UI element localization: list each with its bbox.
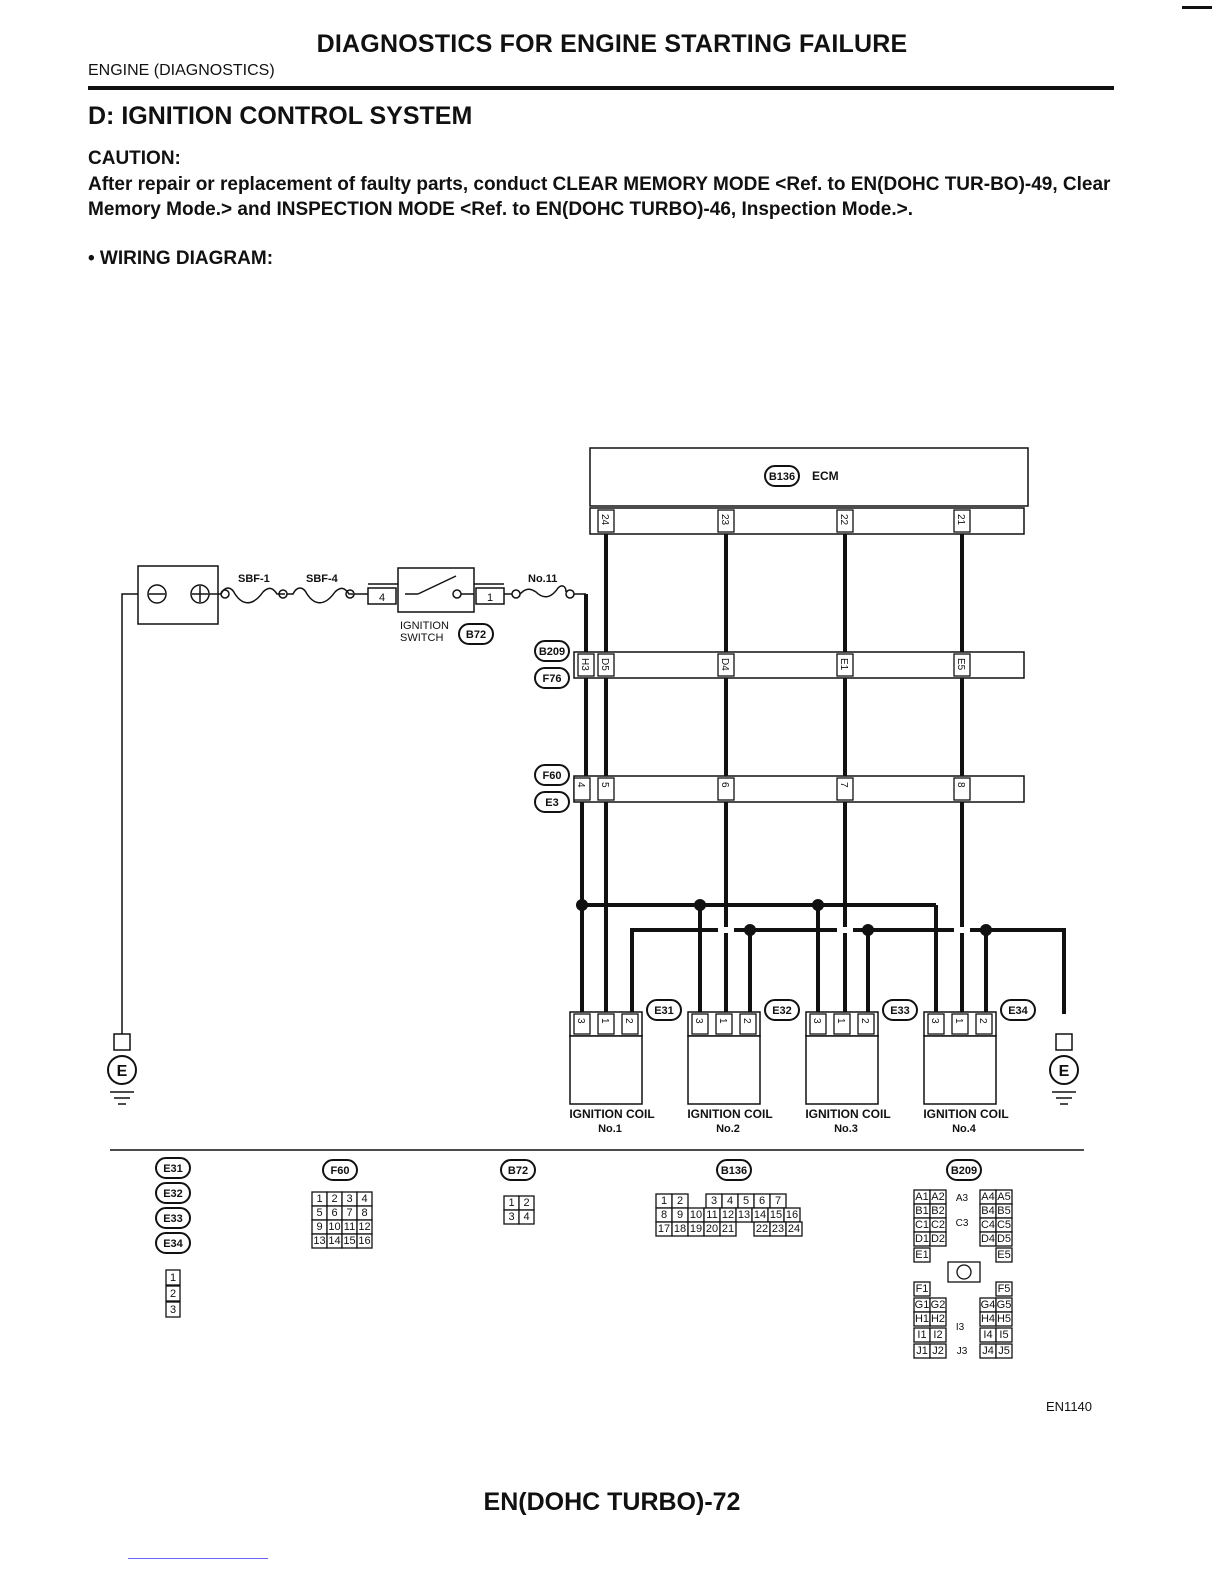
legend-b209-pin-G5: G5 xyxy=(996,1299,1012,1311)
legend-b209-pin-G2: G2 xyxy=(930,1299,946,1311)
legend-b209-pin-J1: J1 xyxy=(916,1345,928,1357)
battery xyxy=(138,566,218,624)
legend-b209-pin-H5: H5 xyxy=(996,1313,1012,1325)
legend-b209-pin-F1: F1 xyxy=(915,1283,929,1295)
coil-E33-code: E33 xyxy=(890,1005,910,1017)
legend-b136-pin-6: 6 xyxy=(758,1195,766,1207)
legend-b136-pin-20: 20 xyxy=(705,1223,719,1235)
coil-E33-pin-1-cell xyxy=(834,1014,850,1034)
coil-E33-pin-2-cell xyxy=(858,1014,874,1034)
wiring-diagram-heading: • WIRING DIAGRAM: xyxy=(88,248,274,269)
legend-b136-pin-2: 2 xyxy=(676,1195,684,1207)
coil-number: No.1 xyxy=(598,1123,622,1135)
legend-f60-pin-1: 1 xyxy=(316,1193,323,1205)
legend-b209-pin-H4: H4 xyxy=(980,1313,996,1325)
ground-bus xyxy=(632,930,1064,1014)
junction-dot xyxy=(980,924,992,936)
ignition-switch-pin-left: 4 xyxy=(378,592,386,604)
coil-E34-pin-1-cell xyxy=(952,1014,968,1034)
legend-b72-pin-2: 2 xyxy=(523,1197,530,1209)
coil-E34-pin-2-cell xyxy=(976,1014,992,1034)
fuse-no11-label: No.11 xyxy=(528,573,558,585)
junction-dot xyxy=(812,899,824,911)
legend-coil-pin-3: 3 xyxy=(169,1304,177,1316)
coil-E32-pin-1: 1 xyxy=(717,1018,728,1024)
legend-b209-pin-B2: B2 xyxy=(931,1205,945,1217)
coil-E32-pin-3-cell xyxy=(692,1014,708,1034)
legend-f60-pin-6: 6 xyxy=(331,1207,338,1219)
coil-number: No.2 xyxy=(716,1123,740,1135)
legend-coil-pin-2: 2 xyxy=(169,1288,177,1300)
ecm-pin-24: 24 xyxy=(599,514,610,526)
legend-b209-pin-I2: I2 xyxy=(933,1329,943,1341)
legend-b72-pin-4: 4 xyxy=(523,1211,530,1223)
legend-b136-pin-16: 16 xyxy=(785,1209,799,1221)
legend-b209-pin-I1: I1 xyxy=(917,1329,927,1341)
legend-f60-pin-10: 10 xyxy=(328,1221,341,1233)
ground-right-connector xyxy=(1056,1034,1072,1050)
legend-b136-pin-18: 18 xyxy=(673,1223,687,1235)
coil-E33-pin-3: 3 xyxy=(811,1018,822,1024)
low-pin-8: 8 xyxy=(955,782,966,788)
page-title: DIAGNOSTICS FOR ENGINE STARTING FAILURE xyxy=(316,30,908,58)
ecm-label: ECM xyxy=(812,469,839,483)
legend-f60-pin-11: 11 xyxy=(343,1221,356,1233)
legend-b209-pin-D1: D1 xyxy=(914,1233,930,1245)
low-pin-7: 7 xyxy=(838,782,849,788)
caution-text: After repair or replacement of faulty parts, conduct CLEAR MEMORY MODE <Ref. to EN(DOHC TUR-BO)-49, Clear Memory Mode.> and INSPECTION MODE <Ref. to EN(DOHC TURBO)-46, Inspection Mode.>. xyxy=(88,174,1111,220)
legend-b72-pin-3: 3 xyxy=(508,1211,515,1223)
legend-b136-pin-22: 22 xyxy=(755,1223,769,1235)
legend-b209-code: B209 xyxy=(950,1165,978,1177)
ignition-switch xyxy=(398,568,474,612)
ecm-pin-22: 22 xyxy=(838,514,849,526)
coil-E31-pin-1: 1 xyxy=(599,1018,610,1024)
legend-b209-pin-D5: D5 xyxy=(996,1233,1012,1245)
coil-number: No.4 xyxy=(952,1123,976,1135)
legend-b136-pin-13: 13 xyxy=(737,1209,751,1221)
coil-E31-pin-2-cell xyxy=(622,1014,638,1034)
mid-pin-E5: E5 xyxy=(955,658,966,671)
legend-f60-code: F60 xyxy=(330,1165,350,1177)
coil-E34-pin-3: 3 xyxy=(929,1018,940,1024)
fuse-sbf4-label: SBF-4 xyxy=(306,573,338,585)
low-connector-top-code: F60 xyxy=(542,770,562,782)
legend-f60-pin-16: 16 xyxy=(358,1235,371,1247)
ignition-switch-label: IGNITION xyxy=(400,620,449,632)
ecm-pin-23: 23 xyxy=(719,514,730,526)
legend-b136-pin-17: 17 xyxy=(657,1223,671,1235)
legend-f60-pin-5: 5 xyxy=(316,1207,323,1219)
mid-pin-D4: D4 xyxy=(719,658,730,671)
legend-b209-pin-J2: J2 xyxy=(932,1345,944,1357)
legend-f60-pin-14: 14 xyxy=(328,1235,341,1247)
fuse-sbf1 xyxy=(209,588,285,603)
legend-b209-pin-A2: A2 xyxy=(931,1191,945,1203)
junction-dot xyxy=(694,899,706,911)
ground-right-label: E xyxy=(1058,1063,1070,1080)
coil-E32-pin-2-cell xyxy=(740,1014,756,1034)
mid-pin-H3: H3 xyxy=(579,658,590,671)
legend-f60-pin-3: 3 xyxy=(346,1193,353,1205)
coil-E31-pin-3-cell xyxy=(574,1014,590,1034)
page-subtitle: ENGINE (DIAGNOSTICS) xyxy=(88,62,275,79)
ignition-coil-body xyxy=(924,1036,996,1104)
legend-b136-pin-3: 3 xyxy=(710,1195,718,1207)
ignition-switch-code: B72 xyxy=(465,629,487,641)
junction-dot xyxy=(862,924,874,936)
legend-b136-pin-12: 12 xyxy=(721,1209,735,1221)
coil-E34-pin-3-cell xyxy=(928,1014,944,1034)
coil-number: No.3 xyxy=(834,1123,858,1135)
legend-b209-pin-J5: J5 xyxy=(998,1345,1010,1357)
legend-b136-pin-14: 14 xyxy=(753,1209,767,1221)
coil-E34-pin-1: 1 xyxy=(953,1018,964,1024)
legend-b209-pin-B4: B4 xyxy=(981,1205,995,1217)
low-pin-4: 4 xyxy=(575,782,586,788)
legend-f60-pin-7: 7 xyxy=(346,1207,353,1219)
legend-b136-pin-19: 19 xyxy=(689,1223,703,1235)
legend-b209-pin-G1: G1 xyxy=(914,1299,930,1311)
coil-E31-pin-1-cell xyxy=(598,1014,614,1034)
legend-E34-code: E34 xyxy=(163,1238,183,1250)
coil-E32-code: E32 xyxy=(772,1005,792,1017)
legend-b209-pin-C5: C5 xyxy=(996,1219,1012,1231)
legend-b136-pin-8: 8 xyxy=(660,1209,668,1221)
legend-b136-pin-23: 23 xyxy=(771,1223,785,1235)
bottom-rule xyxy=(128,1558,268,1559)
legend-b209-center-C3: C3 xyxy=(955,1218,969,1229)
section-title: D: IGNITION CONTROL SYSTEM xyxy=(88,102,473,130)
legend-b209-pin-D4: D4 xyxy=(980,1233,996,1245)
legend-b136-pin-10: 10 xyxy=(689,1209,703,1221)
fuse-no11 xyxy=(520,586,566,597)
legend-b136-pin-5: 5 xyxy=(742,1195,750,1207)
legend-b209-pin-C2: C2 xyxy=(930,1219,946,1231)
legend-b209-pin-B1: B1 xyxy=(915,1205,929,1217)
coil-E32-pin-1-cell xyxy=(716,1014,732,1034)
legend-f60-pin-15: 15 xyxy=(343,1235,356,1247)
legend-f60-pin-8: 8 xyxy=(361,1207,368,1219)
legend-b209-pin-E5: E5 xyxy=(997,1249,1011,1261)
legend-E31-code: E31 xyxy=(163,1163,183,1175)
legend-b209-pin-I4: I4 xyxy=(983,1329,993,1341)
legend-f60-pin-12: 12 xyxy=(358,1221,371,1233)
legend-b209-pin-D2: D2 xyxy=(930,1233,946,1245)
ignition-switch-label-2: SWITCH xyxy=(400,632,444,644)
ecm-pin-21: 21 xyxy=(955,514,966,526)
ground-left-connector xyxy=(114,1034,130,1050)
coil-E31-pin-3: 3 xyxy=(575,1018,586,1024)
coil-label: IGNITION COIL xyxy=(687,1107,773,1121)
junction-dot xyxy=(744,924,756,936)
legend-b209-pin-C1: C1 xyxy=(914,1219,930,1231)
legend-b209-pin-I5: I5 xyxy=(999,1329,1009,1341)
coil-label: IGNITION COIL xyxy=(923,1107,1009,1121)
mid-pin-E1: E1 xyxy=(838,658,849,671)
coil-E31-code: E31 xyxy=(654,1005,674,1017)
legend-b136-pin-9: 9 xyxy=(676,1209,684,1221)
coil-E31-pin-2: 2 xyxy=(623,1018,634,1024)
legend-b209-pin-A1: A1 xyxy=(915,1191,929,1203)
mid-connector-bottom-code: F76 xyxy=(542,673,562,685)
legend-b136-pin-4: 4 xyxy=(726,1195,734,1207)
legend-b72-pin-1: 1 xyxy=(508,1197,515,1209)
legend-b209-pin-H1: H1 xyxy=(914,1313,930,1325)
legend-b136-pin-11: 11 xyxy=(706,1209,718,1221)
coil-label: IGNITION COIL xyxy=(569,1107,655,1121)
ignition-switch-pin-right: 1 xyxy=(486,592,494,604)
mid-pin-D5: D5 xyxy=(599,658,610,671)
ground-left-label: E xyxy=(116,1063,128,1080)
fuse-sbf4 xyxy=(287,588,353,603)
legend-b209-pin-B5: B5 xyxy=(997,1205,1011,1217)
low-connector-bottom-code: E3 xyxy=(545,797,559,809)
legend-b136-pin-21: 21 xyxy=(721,1223,735,1235)
legend-b209-center-J3: J3 xyxy=(956,1346,968,1357)
coil-E33-pin-1: 1 xyxy=(835,1018,846,1024)
ecm-code: B136 xyxy=(768,471,796,483)
legend-f60-pin-4: 4 xyxy=(361,1193,368,1205)
junction-dot xyxy=(576,899,588,911)
ignition-coil-body xyxy=(570,1036,642,1104)
legend-b136-pin-7: 7 xyxy=(774,1195,782,1207)
coil-label: IGNITION COIL xyxy=(805,1107,891,1121)
legend-b209-pin-H2: H2 xyxy=(930,1313,946,1325)
legend-b209-center-I3: I3 xyxy=(955,1322,965,1333)
coil-E33-pin-2: 2 xyxy=(859,1018,870,1024)
coil-E34-pin-2: 2 xyxy=(977,1018,988,1024)
ignition-coil-body xyxy=(688,1036,760,1104)
mid-connector-top-code: B209 xyxy=(538,646,566,658)
battery-ground-wire xyxy=(122,594,138,1034)
legend-b136-code: B136 xyxy=(720,1165,748,1177)
coil-E34-code: E34 xyxy=(1008,1005,1028,1017)
legend-coil-pin-1: 1 xyxy=(169,1272,177,1284)
ignition-coil-body xyxy=(806,1036,878,1104)
caution-label: CAUTION: xyxy=(88,148,181,169)
coil-E33-pin-3-cell xyxy=(810,1014,826,1034)
legend-b136-pin-24: 24 xyxy=(787,1223,801,1235)
legend-b209-center-A3: A3 xyxy=(955,1193,969,1204)
fuse-sbf1-label: SBF-1 xyxy=(238,573,270,585)
low-pin-5: 5 xyxy=(599,782,610,788)
legend-E32-code: E32 xyxy=(163,1188,183,1200)
coil-E32-pin-2: 2 xyxy=(741,1018,752,1024)
coil-E32-pin-3: 3 xyxy=(693,1018,704,1024)
legend-f60-pin-2: 2 xyxy=(331,1193,338,1205)
legend-b72-code: B72 xyxy=(507,1165,529,1177)
legend-b209-pin-G4: G4 xyxy=(980,1299,996,1311)
legend-b209-pin-E1: E1 xyxy=(915,1249,929,1261)
ecm-box xyxy=(590,448,1028,506)
legend-f60-pin-9: 9 xyxy=(316,1221,323,1233)
legend-b136-pin-15: 15 xyxy=(769,1209,783,1221)
page-number: EN(DOHC TURBO)-72 xyxy=(483,1488,741,1516)
figure-id: EN1140 xyxy=(1046,1399,1093,1414)
legend-b209-pin-F5: F5 xyxy=(997,1283,1011,1295)
low-pin-6: 6 xyxy=(719,782,730,788)
legend-b209-pin-C4: C4 xyxy=(980,1219,996,1231)
legend-f60-pin-13: 13 xyxy=(313,1235,326,1247)
legend-b209-pin-J4: J4 xyxy=(982,1345,994,1357)
legend-b136-pin-1: 1 xyxy=(660,1195,668,1207)
legend-b209-pin-A5: A5 xyxy=(997,1191,1011,1203)
legend-E33-code: E33 xyxy=(163,1213,183,1225)
legend-b209-pin-A4: A4 xyxy=(981,1191,995,1203)
